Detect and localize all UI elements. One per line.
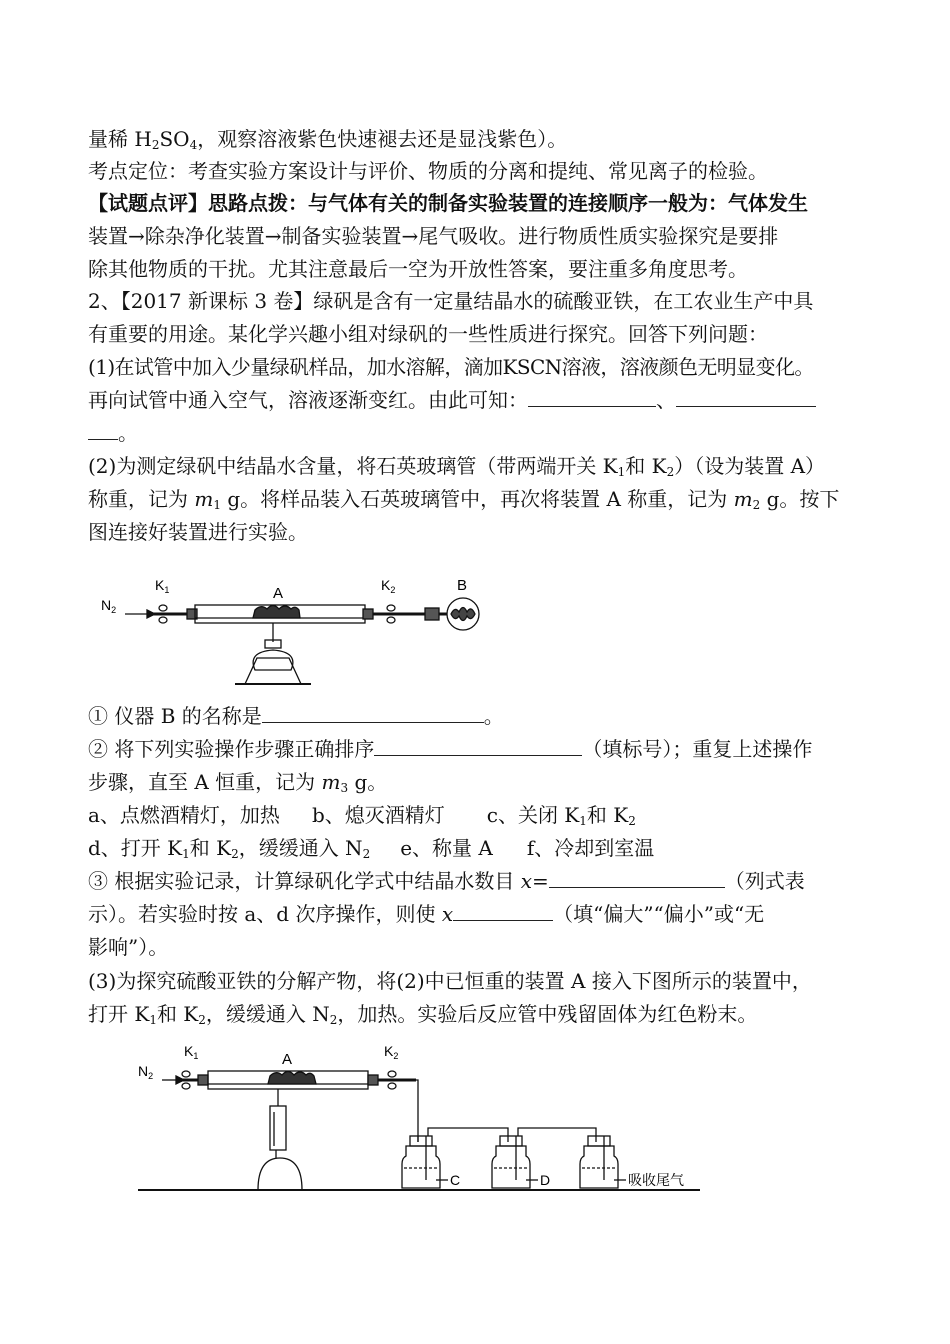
question-2-part-1: (1)在试管中加入少量绿矾样品，加水溶解，滴加KSCN溶液，溶液颜色无明显变化。 <box>88 355 814 379</box>
apparatus-figure-2 <box>130 1040 710 1200</box>
fig2-k2-label: $K_2$ <box>384 1043 399 1061</box>
fig2-d-label: D <box>540 1172 551 1188</box>
fig2-tail-gas-label: 吸收尾气 <box>628 1172 684 1188</box>
answer-blank-effect[interactable] <box>453 900 553 921</box>
answer-blank-1[interactable] <box>528 386 656 407</box>
answer-blank-x[interactable] <box>549 867 725 888</box>
text-line-5: 除其他物质的干扰。尤其注意最后一空为开放性答案，要注重多角度思考。 <box>88 257 748 281</box>
fig1-a-label: A <box>273 585 284 602</box>
answer-blank-2-continued[interactable] <box>88 419 118 440</box>
fig2-k1-label: $K_1$ <box>184 1043 199 1061</box>
question-2-part-1-answer-line: 再向试管中通入空气，溶液逐渐变红。由此可知： 、 <box>88 385 816 415</box>
apparatus-figure-1 <box>95 574 505 694</box>
question-2-part-2-line-1: (2)为测定绿矾中结晶水含量，将石英玻璃管（带两端开关 $K_1$和 $K_2$）（设为装置 A） <box>88 454 826 479</box>
answer-blank-order[interactable] <box>374 735 582 756</box>
question-2-part-2-q3-line-3: 影响”）。 <box>88 935 169 959</box>
question-2-part-2-line-3: 图连接好装置进行实验。 <box>88 520 308 544</box>
question-2-part-2-q1: ① 仪器 B 的名称是 。 <box>88 704 504 728</box>
question-2-part-2-q3-line-1: ③ 根据实验记录，计算绿矾化学式中结晶水数目 x= （列式表 <box>88 869 805 893</box>
question-2-part-3-line-1: (3)为探究硫酸亚铁的分解产物，将(2)中已恒重的装置 A 接入下图所示的装置中， <box>88 969 812 993</box>
question-2-part-2-q3-line-2: 示）。若实验时按 a、d 次序操作，则使 x （填“偏大”“偏小”或“无 <box>88 902 765 926</box>
question-2-intro-line-1: 2、【2017 新课标 3 卷】绿矾是含有一定量结晶水的硫酸亚铁，在工农业生产中具 <box>88 289 814 313</box>
text-line-1: 量稀 $H_2SO_4$，观察溶液紫色快速褪去还是显浅紫色）。 <box>88 127 568 152</box>
option-row-1: a、点燃酒精灯，加热 b、熄灭酒精灯 c、关闭 $K_1$和 $K_2$ <box>88 803 636 828</box>
question-2-intro-line-2: 有重要的用途。某化学兴趣小组对绿矾的一些性质进行探究。回答下列问题： <box>88 322 768 346</box>
fig1-k1-label: $K_1$ <box>155 577 170 595</box>
answer-blank-instrument-b[interactable] <box>262 702 484 723</box>
text-line-3: 【试题点评】思路点拨：与气体有关的制备实验装置的连接顺序一般为：气体发生 <box>88 191 808 215</box>
fig2-a-label: A <box>282 1051 293 1068</box>
question-2-part-2-q2-line-2: 步骤，直至 A 恒重，记为 $m_3$ g。 <box>88 770 388 795</box>
option-row-2: d、打开 $K_1$和 $K_2$，缓缓通入 $N_2$ e、称量 A f、冷却到室温 <box>88 836 655 861</box>
text-line-4: 装置→除杂净化装置→制备实验装置→尾气吸收。进行物质性质实验探究是要排 <box>88 224 779 248</box>
fig1-n2-label: $N_2$ <box>101 597 117 615</box>
fig2-n2-label: $N_2$ <box>138 1063 154 1081</box>
fig1-k2-label: $K_2$ <box>381 577 396 595</box>
answer-blank-2[interactable] <box>676 386 816 407</box>
fig2-c-label: C <box>450 1172 461 1188</box>
text-line-2: 考点定位：考查实验方案设计与评价、物质的分离和提纯、常见离子的检验。 <box>88 159 768 183</box>
question-2-part-1-answer-end: 。 <box>88 418 138 448</box>
fig1-b-label: B <box>457 577 468 594</box>
question-2-part-2-line-2: 称重，记为 $m_1$ g。将样品装入石英玻璃管中，再次将装置 A 称重，记为 $m_2$ g。按下 <box>88 487 840 512</box>
question-2-part-3-line-2: 打开 $K_1$和 $K_2$，缓缓通入 $N_2$，加热。实验后反应管中残留固体为红色粉末。 <box>88 1002 758 1027</box>
question-2-part-2-q2-line-1: ② 将下列实验操作步骤正确排序 （填标号）；重复上述操作 <box>88 737 813 761</box>
